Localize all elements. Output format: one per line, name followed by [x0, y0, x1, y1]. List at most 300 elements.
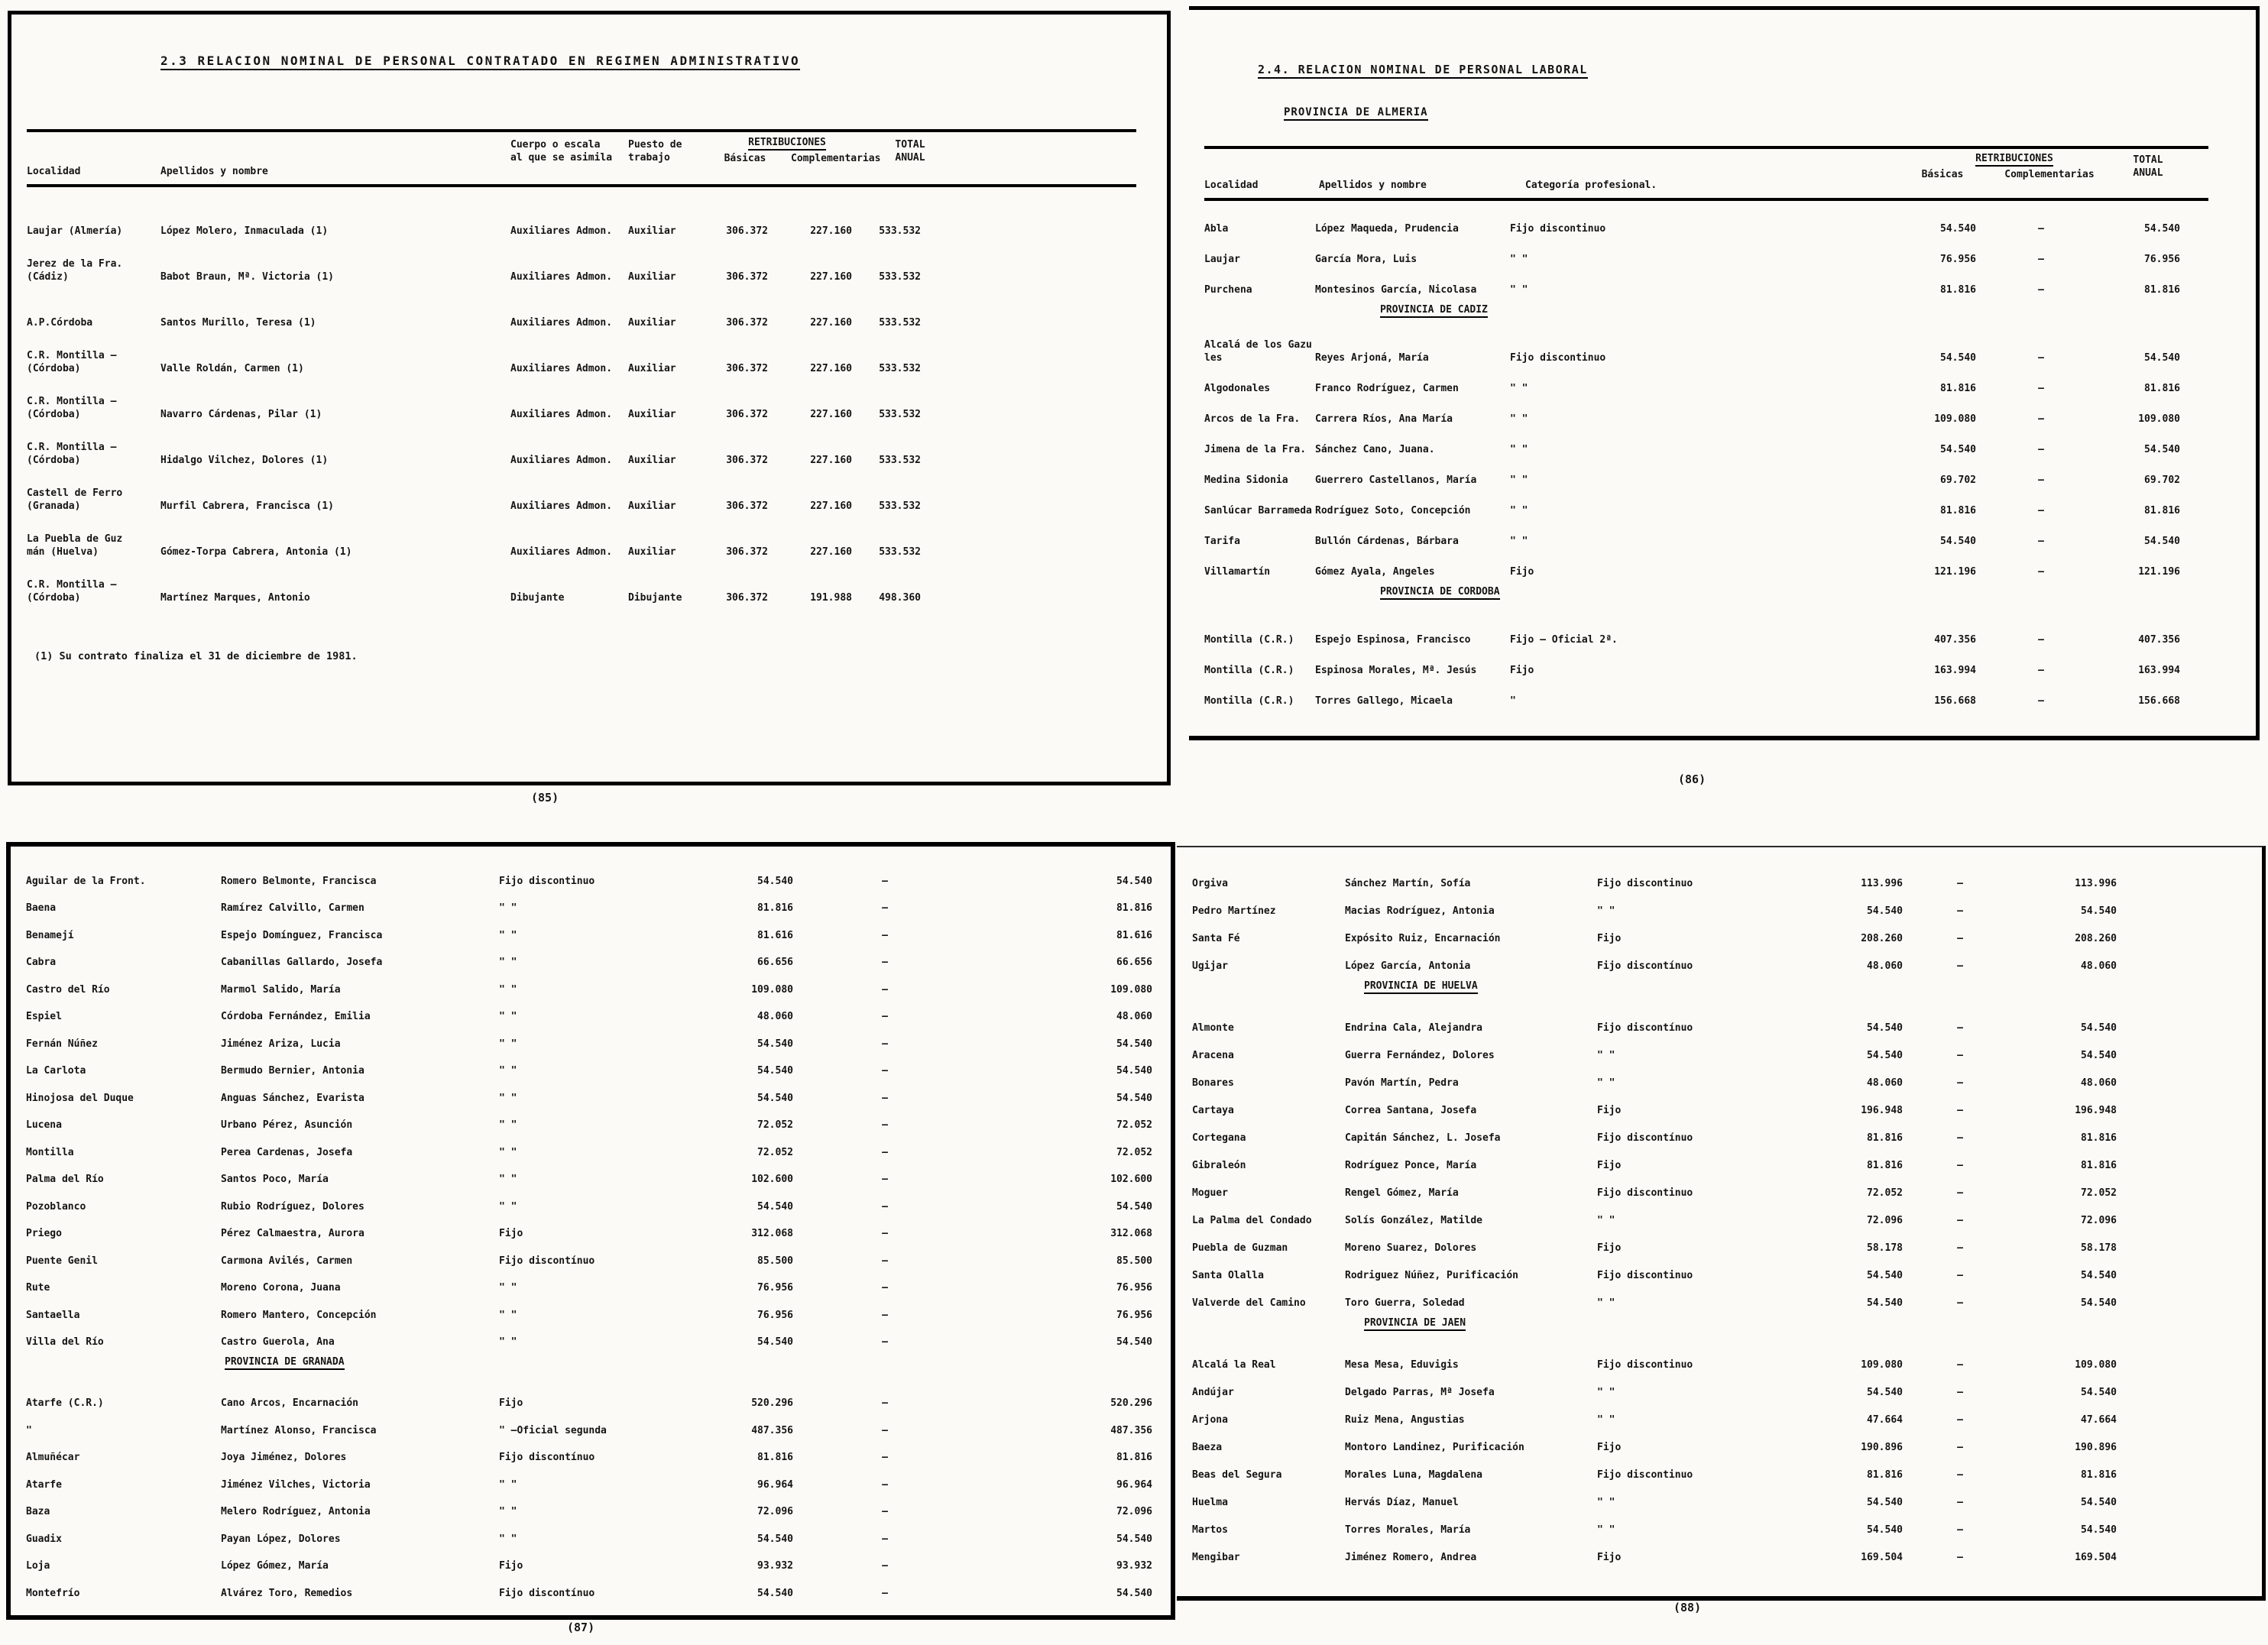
table-row — [1192, 1062, 2245, 1090]
table-row — [1192, 1399, 2245, 1426]
cell-localidad: Rute — [26, 1282, 50, 1294]
cell-apellidos-nombre: Pérez Calmaestra, Aurora — [221, 1228, 364, 1239]
cell-categoria-profesional: " " — [499, 1038, 517, 1050]
cell-cuerpo-escala: Auxiliares Admon. — [510, 500, 613, 512]
cell-categoria-profesional: " " — [499, 983, 517, 996]
cell-apellidos-nombre: Torres Gallego, Micaela — [1315, 695, 1453, 707]
cell-categoria-profesional: Fijo discontinuo — [1597, 1187, 1693, 1199]
cell-retribuciones-basicas: 93.932 — [757, 1560, 793, 1572]
cell-apellidos-nombre: Delgado Parras, Mª Josefa — [1345, 1387, 1495, 1398]
table-row — [1192, 1371, 2245, 1399]
cell-retribuciones-basicas: 54.540 — [1867, 1524, 1903, 1536]
cell-localidad: Arcos de la Fra. — [1204, 413, 1301, 425]
table-row — [26, 1518, 1155, 1546]
cell-apellidos-nombre: Torres Morales, María — [1345, 1524, 1471, 1536]
cell-apellidos-nombre: Morales Luna, Magdalena — [1345, 1469, 1483, 1481]
cell-apellidos-nombre: Pavón Martín, Pedra — [1345, 1077, 1459, 1089]
cell-apellidos-nombre: Espejo Domínguez, Francisca — [221, 929, 383, 941]
cell-total-anual: 54.540 — [1116, 1533, 1152, 1545]
cell-categoria-profesional: Fijo discontinuo — [1510, 223, 1606, 235]
cell-retribuciones-complementarias: — — [2038, 474, 2044, 486]
cell-retribuciones-basicas: 69.702 — [1940, 474, 1976, 486]
cell-apellidos-nombre: Córdoba Fernández, Emilia — [221, 1011, 371, 1022]
cell-apellidos-nombre: Hervás Díaz, Manuel — [1345, 1497, 1459, 1508]
cell-cuerpo-escala: Auxiliares Admon. — [510, 455, 613, 466]
cell-total-anual: 407.356 — [2138, 634, 2180, 646]
cell-total-anual: 81.816 — [2144, 505, 2180, 516]
table-row — [1204, 646, 2239, 677]
table-row — [1192, 1117, 2245, 1145]
cell-apellidos-nombre: Toro Guerra, Soledad — [1345, 1297, 1465, 1309]
cell-categoria-profesional: " " — [1597, 1414, 1615, 1426]
cell-categoria-profesional: " — [1510, 695, 1516, 707]
cell-retribuciones-complementarias: — — [2038, 352, 2044, 364]
table-row — [26, 860, 1155, 888]
table-row — [27, 329, 1136, 375]
cell-retribuciones-complementarias: — — [882, 1038, 888, 1050]
cell-apellidos-nombre: Ruiz Mena, Angustias — [1345, 1414, 1465, 1426]
table-row — [26, 1105, 1155, 1132]
cell-categoria-profesional: Fijo — [499, 1560, 523, 1572]
cell-retribuciones-basicas: 306.372 — [726, 592, 768, 604]
table-row — [26, 1546, 1155, 1573]
table-row — [1204, 677, 2239, 708]
cell-retribuciones-complementarias: — — [882, 1533, 888, 1545]
cell-retribuciones-basicas: 306.372 — [726, 546, 768, 558]
cell-total-anual: 54.540 — [1116, 875, 1152, 887]
cell-retribuciones-basicas: 81.816 — [1940, 284, 1976, 296]
page-number-87: (87) — [567, 1621, 595, 1634]
cell-total-anual: 533.532 — [879, 409, 921, 420]
province-section-row — [1204, 296, 2239, 334]
cell-retribuciones-basicas: 54.540 — [1867, 1297, 1903, 1309]
cell-total-anual: 533.532 — [879, 546, 921, 558]
cell-retribuciones-complementarias: — — [1957, 1270, 1963, 1281]
cell-retribuciones-basicas: 109.080 — [1861, 1359, 1903, 1371]
table-row — [27, 467, 1136, 513]
table-row — [26, 1159, 1155, 1187]
cell-localidad: Moguer — [1192, 1187, 1228, 1199]
cell-categoria-profesional: " " — [1597, 905, 1615, 917]
cell-total-anual: 54.540 — [2081, 1022, 2117, 1034]
cell-apellidos-nombre: Urbano Pérez, Asunción — [221, 1119, 353, 1131]
cell-total-anual: 58.178 — [2081, 1242, 2117, 1254]
cell-apellidos-nombre: Montoro Landinez, Purificación — [1345, 1442, 1524, 1453]
table-row — [1192, 1200, 2245, 1227]
cell-total-anual: 72.096 — [1116, 1506, 1152, 1517]
table-row — [26, 1186, 1155, 1213]
table-row — [27, 375, 1136, 421]
cell-puesto-trabajo: Auxiliar — [628, 225, 676, 237]
cell-localidad: " — [26, 1424, 32, 1436]
cell-apellidos-nombre: Capitán Sánchez, L. Josefa — [1345, 1132, 1501, 1144]
cell-retribuciones-complementarias: — — [1957, 1160, 1963, 1171]
cell-localidad: Martos — [1192, 1524, 1228, 1536]
cell-categoria-profesional: " " — [1597, 1387, 1615, 1398]
cell-puesto-trabajo: Auxiliar — [628, 455, 676, 466]
cell-localidad: Beas del Segura — [1192, 1469, 1282, 1481]
cell-retribuciones-basicas: 81.816 — [1867, 1160, 1903, 1171]
cell-retribuciones-basicas: 54.540 — [1867, 1022, 1903, 1034]
cell-categoria-profesional: " " — [499, 1533, 517, 1545]
cell-categoria-profesional: Fijo discontinuo — [1597, 1469, 1693, 1481]
cell-retribuciones-basicas: 48.060 — [1867, 1077, 1903, 1089]
cell-categoria-profesional: Fijo — [1510, 665, 1534, 676]
cell-localidad: C.R. Montilla — (Córdoba) — [27, 579, 117, 604]
cell-apellidos-nombre: García Mora, Luis — [1315, 254, 1418, 265]
cell-total-anual: 76.956 — [1116, 1309, 1152, 1321]
table-row — [26, 942, 1155, 970]
cell-categoria-profesional: Fijo discontinuo — [1510, 352, 1606, 364]
cell-puesto-trabajo: Dibujante — [628, 592, 682, 604]
cell-total-anual: 81.616 — [1116, 929, 1152, 941]
cell-apellidos-nombre: Espejo Espinosa, Francisco — [1315, 634, 1471, 646]
cell-categoria-profesional: Fijo — [499, 1397, 523, 1409]
cell-localidad: La Puebla de Guz mán (Huelva) — [27, 533, 123, 558]
cell-categoria-profesional: " " — [499, 902, 517, 914]
cell-categoria-profesional: Fijo discontinuo — [499, 875, 595, 887]
cell-retribuciones-complementarias: 227.160 — [810, 271, 852, 283]
cell-retribuciones-basicas: 54.540 — [757, 1092, 793, 1104]
cell-total-anual: 48.060 — [2081, 960, 2117, 972]
table-row — [1204, 426, 2239, 456]
table-row — [26, 1491, 1155, 1519]
cell-retribuciones-basicas: 76.956 — [1940, 254, 1976, 265]
page-85-panel — [8, 11, 1171, 785]
cell-total-anual: 54.540 — [1116, 1336, 1152, 1348]
cell-categoria-profesional: Fijo discontínuo — [1597, 960, 1693, 972]
cell-categoria-profesional: " " — [499, 1506, 517, 1517]
cell-categoria-profesional: Fijo discontínuo — [499, 1587, 595, 1599]
cell-total-anual: 54.540 — [2144, 223, 2180, 235]
cell-total-anual: 81.816 — [1116, 902, 1152, 914]
page-85-footnote: (1) Su contrato finaliza el 31 de diciembre de 1981. — [34, 650, 358, 662]
cell-total-anual: 54.540 — [1116, 1092, 1152, 1104]
cell-retribuciones-complementarias: — — [1957, 1215, 1963, 1226]
cell-localidad: Fernán Núñez — [26, 1038, 98, 1050]
cell-retribuciones-complementarias: — — [1957, 878, 1963, 889]
cell-retribuciones-complementarias: — — [882, 1092, 888, 1104]
cell-categoria-profesional: Fijo discontinuo — [1597, 878, 1693, 889]
column-header-total-anual: TOTAL ANUAL — [2133, 154, 2163, 179]
cell-apellidos-nombre: Guerra Fernández, Dolores — [1345, 1050, 1495, 1061]
cell-apellidos-nombre: Hidalgo Vilchez, Dolores (1) — [160, 455, 329, 466]
cell-retribuciones-basicas: 190.896 — [1861, 1442, 1903, 1453]
cell-retribuciones-basicas: 72.052 — [757, 1119, 793, 1131]
cell-retribuciones-complementarias: — — [882, 1478, 888, 1491]
cell-retribuciones-complementarias: — — [882, 1146, 888, 1158]
cell-total-anual: 85.500 — [1116, 1255, 1152, 1267]
cell-retribuciones-complementarias: 227.160 — [810, 317, 852, 329]
cell-apellidos-nombre: Jiménez Ariza, Lucia — [221, 1038, 341, 1050]
cell-retribuciones-complementarias: — — [882, 1309, 888, 1321]
cell-retribuciones-basicas: 58.178 — [1867, 1242, 1903, 1254]
cell-retribuciones-basicas: 169.504 — [1861, 1552, 1903, 1563]
cell-total-anual: 533.532 — [879, 500, 921, 512]
cell-cuerpo-escala: Auxiliares Admon. — [510, 317, 613, 329]
cell-categoria-profesional: " " — [499, 1478, 517, 1491]
cell-apellidos-nombre: Bullón Cárdenas, Bárbara — [1315, 536, 1459, 547]
cell-localidad: Aracena — [1192, 1050, 1234, 1061]
table-row — [1192, 1537, 2245, 1564]
page-86-table-body — [1204, 205, 2239, 708]
cell-localidad: Sanlúcar Barrameda — [1204, 505, 1312, 516]
table-row — [1192, 918, 2245, 945]
cell-categoria-profesional: Fijo — [1597, 1242, 1622, 1254]
cell-retribuciones-basicas: 81.816 — [1940, 505, 1976, 516]
cell-localidad: Andújar — [1192, 1387, 1234, 1398]
cell-categoria-profesional: " " — [1510, 254, 1528, 265]
cell-apellidos-nombre: López Maqueda, Prudencia — [1315, 223, 1459, 235]
cell-retribuciones-basicas: 306.372 — [726, 409, 768, 420]
table-row — [1192, 1282, 2245, 1310]
cell-retribuciones-basicas: 76.956 — [757, 1309, 793, 1321]
cell-localidad: Medina Sidonia — [1204, 474, 1288, 486]
column-header-complementarias: Complementarias — [791, 153, 881, 164]
cell-localidad: Villa del Río — [26, 1336, 104, 1348]
cell-apellidos-nombre: Gómez Ayala, Angeles — [1315, 566, 1435, 578]
cell-categoria-profesional: " " — [1597, 1215, 1615, 1226]
cell-categoria-profesional: " " — [1597, 1050, 1615, 1061]
cell-apellidos-nombre: Rodriguez Núñez, Purificación — [1345, 1270, 1518, 1281]
cell-localidad: Hinojosa del Duque — [26, 1092, 134, 1104]
column-header-complementarias: Complementarias — [2004, 169, 2095, 180]
cell-retribuciones-complementarias: — — [1957, 1414, 1963, 1426]
cell-retribuciones-complementarias: — — [1957, 1497, 1963, 1508]
page-85-table-header — [27, 129, 1136, 187]
cell-localidad: Montefrío — [26, 1587, 80, 1599]
cell-retribuciones-complementarias: — — [882, 957, 888, 968]
cell-apellidos-nombre: Rodríguez Ponce, María — [1345, 1160, 1477, 1171]
cell-total-anual: 54.540 — [2144, 352, 2180, 364]
cell-localidad: Purchena — [1204, 284, 1252, 296]
cell-retribuciones-complementarias: — — [1957, 1387, 1963, 1398]
page-86-title: 2.4. RELACION NOMINAL DE PERSONAL LABORAL — [1258, 63, 1588, 76]
page-85-table-body — [27, 192, 1136, 604]
column-header-retribuciones: RETRIBUCIONES Básicas Complementarias — [699, 136, 875, 165]
cell-retribuciones-basicas: 48.060 — [757, 1011, 793, 1022]
cell-categoria-profesional: " " — [1510, 444, 1528, 455]
cell-apellidos-nombre: Murfil Cabrera, Francisca (1) — [160, 500, 334, 512]
cell-retribuciones-complementarias: — — [882, 1174, 888, 1185]
cell-apellidos-nombre: Melero Rodríguez, Antonia — [221, 1506, 371, 1517]
cell-localidad: Almonte — [1192, 1022, 1234, 1034]
cell-retribuciones-complementarias: — — [1957, 1297, 1963, 1309]
cell-total-anual: 487.356 — [1110, 1424, 1152, 1436]
column-header-apellidos: Apellidos y nombre — [160, 166, 268, 177]
cell-retribuciones-basicas: 76.956 — [757, 1282, 793, 1294]
cell-total-anual: 163.994 — [2138, 665, 2180, 676]
cell-retribuciones-complementarias: — — [2038, 223, 2044, 235]
cell-categoria-profesional: " " — [499, 1119, 517, 1131]
cell-localidad: Lucena — [26, 1119, 62, 1131]
cell-total-anual: 54.540 — [1116, 1200, 1152, 1213]
cell-apellidos-nombre: Jiménez Vilches, Victoria — [221, 1478, 371, 1491]
column-header-localidad: Localidad — [1204, 180, 1259, 191]
cell-apellidos-nombre: Romero Belmonte, Francisca — [221, 875, 377, 887]
cell-cuerpo-escala: Auxiliares Admon. — [510, 363, 613, 374]
page-number-86: (86) — [1678, 772, 1706, 786]
table-row — [27, 238, 1136, 283]
cell-retribuciones-complementarias: — — [2038, 444, 2044, 455]
cell-total-anual: 72.052 — [1116, 1119, 1152, 1131]
cell-retribuciones-basicas: 312.068 — [751, 1228, 793, 1239]
cell-retribuciones-basicas: 72.096 — [1867, 1215, 1903, 1226]
cell-total-anual: 81.816 — [1116, 1452, 1152, 1463]
cell-apellidos-nombre: Rubio Rodríguez, Dolores — [221, 1200, 364, 1213]
table-row — [26, 1383, 1155, 1410]
table-row — [1204, 487, 2239, 517]
cell-retribuciones-basicas: 81.816 — [1867, 1132, 1903, 1144]
cell-categoria-profesional: " " — [1510, 474, 1528, 486]
cell-categoria-profesional: " " — [1510, 413, 1528, 425]
cell-total-anual: 54.540 — [1116, 1587, 1152, 1599]
table-row — [26, 1322, 1155, 1349]
cell-localidad: Villamartín — [1204, 566, 1271, 578]
cell-localidad: Puente Genil — [26, 1255, 98, 1267]
table-row — [26, 1077, 1155, 1105]
cell-localidad: Cortegana — [1192, 1132, 1246, 1144]
table-row — [26, 1410, 1155, 1437]
cell-retribuciones-basicas: 47.664 — [1867, 1414, 1903, 1426]
cell-total-anual: 54.540 — [1116, 1038, 1152, 1050]
cell-puesto-trabajo: Auxiliar — [628, 317, 676, 329]
cell-total-anual: 196.948 — [2075, 1105, 2117, 1116]
cell-apellidos-nombre: Franco Rodríguez, Carmen — [1315, 383, 1459, 394]
cell-categoria-profesional: Fijo discontínuo — [1597, 1022, 1693, 1034]
cell-retribuciones-basicas: 54.540 — [1867, 1270, 1903, 1281]
cell-apellidos-nombre: Mesa Mesa, Eduvigis — [1345, 1359, 1459, 1371]
cell-total-anual: 72.096 — [2081, 1215, 2117, 1226]
cell-localidad: Alcalá de los Gazu les — [1204, 339, 1312, 364]
cell-total-anual: 54.540 — [2081, 1497, 2117, 1508]
cell-retribuciones-basicas: 306.372 — [726, 500, 768, 512]
cell-apellidos-nombre: Joya Jiménez, Dolores — [221, 1452, 347, 1463]
cell-apellidos-nombre: Marmol Salido, María — [221, 983, 341, 996]
cell-localidad: A.P.Córdoba — [27, 317, 93, 329]
cell-total-anual: 54.540 — [2081, 1387, 2117, 1398]
table-row — [1192, 890, 2245, 918]
cell-cuerpo-escala: Auxiliares Admon. — [510, 409, 613, 420]
province-section-row — [26, 1349, 1155, 1383]
cell-retribuciones-basicas: 54.540 — [757, 1533, 793, 1545]
cell-total-anual: 93.932 — [1116, 1560, 1152, 1572]
cell-retribuciones-basicas: 121.196 — [1934, 566, 1976, 578]
cell-retribuciones-basicas: 196.948 — [1861, 1105, 1903, 1116]
cell-retribuciones-complementarias: — — [1957, 1552, 1963, 1563]
cell-retribuciones-basicas: 306.372 — [726, 225, 768, 237]
cell-retribuciones-complementarias: — — [882, 1228, 888, 1239]
cell-total-anual: 533.532 — [879, 317, 921, 329]
cell-retribuciones-complementarias: — — [1957, 905, 1963, 917]
page-88-panel — [1177, 846, 2266, 1601]
cell-apellidos-nombre: Carrera Ríos, Ana María — [1315, 413, 1453, 425]
cell-retribuciones-complementarias: — — [882, 1506, 888, 1517]
cell-localidad: Algodonales — [1204, 383, 1271, 394]
cell-apellidos-nombre: Babot Braun, Mª. Victoria (1) — [160, 271, 334, 283]
cell-apellidos-nombre: Gómez-Torpa Cabrera, Antonia (1) — [160, 546, 352, 558]
table-row — [26, 915, 1155, 942]
cell-total-anual: 81.816 — [2081, 1160, 2117, 1171]
cell-localidad: Valverde del Camino — [1192, 1297, 1306, 1309]
cell-categoria-profesional: Fijo discontínuo — [499, 1452, 595, 1463]
cell-localidad: Santaella — [26, 1309, 80, 1321]
page-87-table-body — [26, 860, 1155, 1600]
cell-categoria-profesional: " " — [499, 1174, 517, 1185]
cell-retribuciones-basicas: 72.052 — [757, 1146, 793, 1158]
cell-total-anual: 312.068 — [1110, 1228, 1152, 1239]
cell-retribuciones-basicas: 54.540 — [1867, 1497, 1903, 1508]
column-header-cuerpo: Cuerpo o escala al que se asimila — [510, 139, 613, 164]
cell-categoria-profesional: " " — [499, 1011, 517, 1022]
cell-categoria-profesional: " " — [499, 929, 517, 941]
table-row — [1192, 1145, 2245, 1172]
cell-apellidos-nombre: Romero Mantero, Concepción — [221, 1309, 377, 1321]
cell-categoria-profesional: Fijo — [1510, 566, 1534, 578]
cell-total-anual: 54.540 — [2144, 444, 2180, 455]
cell-retribuciones-basicas: 54.540 — [757, 1587, 793, 1599]
cell-puesto-trabajo: Auxiliar — [628, 363, 676, 374]
cell-retribuciones-basicas: 54.540 — [1940, 444, 1976, 455]
cell-retribuciones-basicas: 54.540 — [1867, 1387, 1903, 1398]
table-row — [26, 888, 1155, 915]
cell-apellidos-nombre: Bermudo Bernier, Antonia — [221, 1065, 364, 1077]
cell-localidad: Montilla — [26, 1146, 74, 1158]
cell-total-anual: 54.540 — [2144, 536, 2180, 547]
cell-categoria-profesional: Fijo — [1597, 1442, 1622, 1453]
table-row — [1192, 1172, 2245, 1200]
cell-retribuciones-complementarias: — — [882, 1255, 888, 1267]
cell-cuerpo-escala: Auxiliares Admon. — [510, 546, 613, 558]
province-section-label: PROVINCIA DE CORDOBA — [1380, 586, 1500, 600]
cell-total-anual: 54.540 — [1116, 1065, 1152, 1077]
table-row — [27, 192, 1136, 238]
cell-retribuciones-complementarias: — — [2038, 413, 2044, 425]
cell-retribuciones-complementarias: — — [1957, 1469, 1963, 1481]
cell-apellidos-nombre: Guerrero Castellanos, María — [1315, 474, 1477, 486]
cell-categoria-profesional: Fijo — [1597, 1552, 1622, 1563]
cell-retribuciones-basicas: 48.060 — [1867, 960, 1903, 972]
cell-localidad: Orgiva — [1192, 878, 1228, 889]
cell-apellidos-nombre: Sánchez Cano, Juana. — [1315, 444, 1435, 455]
cell-retribuciones-complementarias: — — [882, 929, 888, 941]
province-section-row — [1192, 973, 2245, 1007]
cell-retribuciones-complementarias: — — [882, 1452, 888, 1463]
table-row — [26, 969, 1155, 996]
table-row — [1204, 548, 2239, 578]
cell-retribuciones-complementarias: — — [882, 875, 888, 887]
cell-total-anual: 190.896 — [2075, 1442, 2117, 1453]
cell-total-anual: 533.532 — [879, 271, 921, 283]
cell-retribuciones-basicas: 81.616 — [757, 929, 793, 941]
cell-categoria-profesional: Fijo — [1597, 933, 1622, 944]
cell-categoria-profesional: " " — [499, 1200, 517, 1213]
cell-categoria-profesional: Fijo — [1597, 1105, 1622, 1116]
cell-total-anual: 533.532 — [879, 455, 921, 466]
cell-retribuciones-complementarias: — — [882, 1282, 888, 1294]
cell-categoria-profesional: " " — [499, 1065, 517, 1077]
cell-retribuciones-complementarias: — — [2038, 665, 2044, 676]
table-row — [1192, 1426, 2245, 1454]
table-row — [1192, 1255, 2245, 1282]
table-row — [1192, 1509, 2245, 1537]
cell-total-anual: 533.532 — [879, 363, 921, 374]
cell-apellidos-nombre: Ramírez Calvillo, Carmen — [221, 902, 364, 914]
cell-localidad: La Palma del Condado — [1192, 1215, 1312, 1226]
cell-localidad: Pedro Martínez — [1192, 905, 1276, 917]
cell-localidad: Loja — [26, 1560, 50, 1572]
table-row — [26, 1572, 1155, 1600]
